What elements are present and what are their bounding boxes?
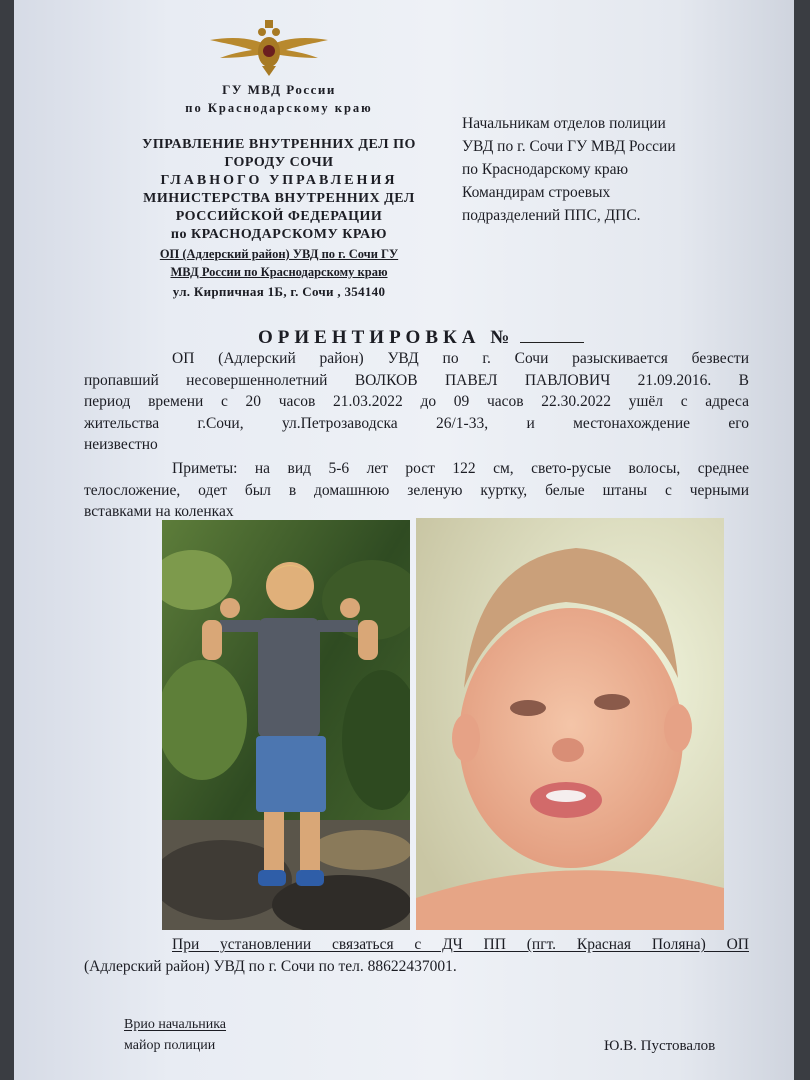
paragraph-line: период времени с 20 часов 21.03.2022 до 09 часов 22.30.2022 ушёл с адреса xyxy=(84,393,749,410)
org-line-2: ГОРОДУ СОЧИ xyxy=(224,155,334,170)
agency-region: по Краснодарскому краю xyxy=(185,101,373,115)
unit-line-1: ОП (Адлерский район) УВД по г. Сочи ГУ xyxy=(159,247,399,261)
unit-line-2: МВД России по Краснодарскому краю xyxy=(170,265,388,279)
recipient-line: Начальникам отделов полиции xyxy=(462,115,666,132)
child-photo-face-closeup xyxy=(416,518,724,930)
eagle-crest-icon xyxy=(204,16,334,78)
document-title-text: ОРИЕНТИРОВКА № xyxy=(258,327,515,348)
signatory-position-line-2: майор полиции xyxy=(124,1038,216,1053)
signs-paragraph xyxy=(84,458,749,523)
org-line-4: МИНИСТЕРСТВА ВНУТРЕННИХ ДЕЛ xyxy=(143,191,415,206)
paragraph-line: телосложение, одет был в домашнюю зеленую куртку, белые штаны с черными xyxy=(84,481,749,499)
org-line-1: УПРАВЛЕНИЕ ВНУТРЕННИХ ДЕЛ ПО xyxy=(142,137,416,152)
org-line-6: по КРАСНОДАРСКОМУ КРАЮ xyxy=(170,227,388,242)
document-sheet xyxy=(14,0,794,1080)
contact-line: (Адлерский район) УВД по г. Сочи по тел. 88622437001. xyxy=(84,957,457,975)
description-paragraph xyxy=(84,348,749,456)
recipient-line: подразделений ППС, ДПС. xyxy=(462,207,641,224)
contact-paragraph xyxy=(84,934,749,977)
document-number-blank xyxy=(520,328,584,343)
org-address: ул. Кирпичная 1Б, г. Сочи , 354140 xyxy=(172,284,386,299)
paragraph-line: вставками на коленках xyxy=(84,503,234,520)
paragraph-line: неизвестно xyxy=(84,436,158,453)
document-title xyxy=(258,327,584,349)
agency-name: ГУ МВД России xyxy=(222,82,336,97)
paragraph-line: ОП (Адлерский район) УВД по г. Сочи разыскивается безвести xyxy=(172,350,749,367)
recipients-block xyxy=(462,112,762,227)
org-line-5: РОССИЙСКОЙ ФЕДЕРАЦИИ xyxy=(175,209,383,224)
paragraph-line: Приметы: на вид 5-6 лет рост 122 см, свето-русые волосы, среднее xyxy=(172,460,749,477)
signatory-name: Ю.В. Пустовалов xyxy=(604,1038,716,1054)
org-line-3: ГЛАВНОГО УПРАВЛЕНИЯ xyxy=(160,173,398,188)
paragraph-line: пропавший несовершеннолетний ВОЛКОВ ПАВЕЛ ПАВЛОВИЧ 21.09.2016. В xyxy=(84,371,749,389)
recipient-line: по Краснодарскому краю xyxy=(462,161,629,178)
child-photo-full-body xyxy=(162,520,410,930)
recipient-line: УВД по г. Сочи ГУ МВД России xyxy=(462,138,676,155)
paragraph-line: жительства г.Сочи, ул.Петрозаводска 26/1-33, и местонахождение его xyxy=(84,414,749,432)
contact-line: При установлении связаться с ДЧ ПП (пгт. Красная Поляна) ОП xyxy=(172,936,749,953)
recipient-line: Командирам строевых xyxy=(462,184,611,201)
signatory-position-line-1: Врио начальника xyxy=(124,1017,227,1032)
signatory-position xyxy=(124,1014,226,1056)
